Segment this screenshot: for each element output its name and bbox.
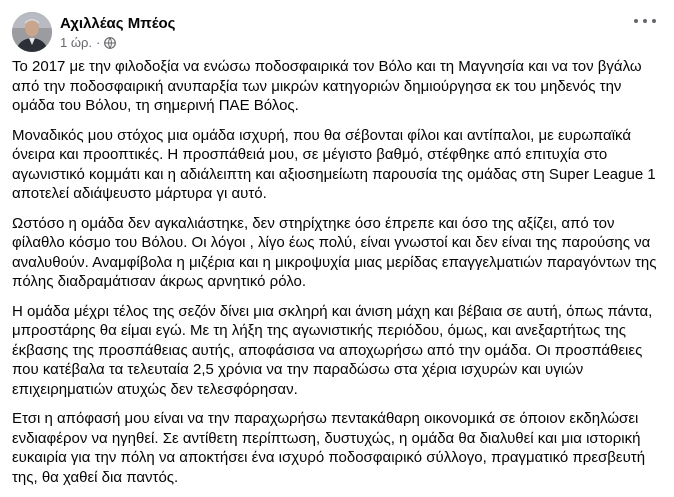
more-dot	[634, 19, 638, 23]
avatar[interactable]	[12, 12, 52, 52]
post-timestamp[interactable]: 1 ώρ.	[60, 34, 92, 50]
more-options-icon[interactable]	[634, 14, 656, 28]
post-subline	[60, 34, 175, 51]
post-meta	[60, 14, 175, 51]
separator-dot: ·	[96, 34, 101, 50]
post-paragraph: Ετσι η απόφασή μου είναι να την παραχωρήσω πεντακάθαρη οικονομικά σε όποιον εκδηλώσει ενδιαφέρον να ηγηθεί. Σε αντίθετη περίπτωση, δυστυχώς, η ομάδα θα διαλυθεί και μια ιστορική ευκαιρία για την πόλη να αποκτήσει ένα ισχυρό ποδοσφαιρικό σύλλογο, πραγματικό πρεσβευτή της, θα χαθεί δια παντός.	[12, 410, 646, 486]
post-paragraph: Μοναδικός μου στόχος μια ομάδα ισχυρή, που θα σέβονται φίλοι και αντίπαλοι, με ευρωπαϊκά όνειρα και προοπτικές. Η προσπάθειά μου, σε μέγιστο βαθμό, στέφθηκε από επιτυχία στο αγωνιστικό κομμάτι και η αδιάλειπτη και αξιοσημείωτη παρουσία της ομάδας στη Super League 1 αποτελεί αδιάψευστο μάρτυρα γι αυτό.	[12, 126, 656, 202]
post-paragraph: Το 2017 με την φιλοδοξία να ενώσω ποδοσφαιρικά τον Βόλο και τη Μαγνησία και να τον βγάλω από την ποδοσφαιρική ανυπαρξία των μικρών κατηγοριών δημιούργησα εκ του μηδενός την ομάδα του Βόλου, τη σημερινή ΠΑΕ Βόλος.	[12, 58, 642, 114]
post-header	[12, 12, 175, 52]
more-dot	[643, 19, 647, 23]
post-text	[12, 57, 664, 497]
globe-icon	[104, 36, 116, 48]
author-name[interactable]: Αχιλλέας Μπέος	[60, 14, 176, 32]
more-dot	[652, 19, 656, 23]
post-paragraph: Ωστόσο η ομάδα δεν αγκαλιάστηκε, δεν στηρίχτηκε όσο έπρεπε και όσο της αξίζει, από τον φίλαθλο κόσμο του Βόλου. Οι λόγοι , λίγο έως πολύ, είναι γνωστοί και δεν είναι της παρούσης να αναλυθούν. Αναμφίβολα η μιζέρια και η μικροψυχία μιας μερίδας επαγγελματιών παραγόντων της πόλης διαδραμάτισαν άκρως αρνητικό ρόλο.	[12, 214, 657, 290]
post-paragraph: Η ομάδα μέχρι τέλος της σεζόν δίνει μια σκληρή και άνιση μάχη και βέβαια σε αυτή, όπως πάντα, μπροστάρης θα είμαι εγώ. Με τη λήξη της αγωνιστικής περιόδου, όμως, και ανεξαρτήτως της έκβασης της προσπάθειας αυτής, αποφάσισα να αποχωρήσω από την ομάδα. Οι προσπάθειες που κατέβαλα τα τελευταία 2,5 χρόνια να την παραδώσω στα χέρια ισχυρών και υγιών επιχειρηματιών ατυχώς δεν τελεσφόρησαν.	[12, 302, 653, 398]
